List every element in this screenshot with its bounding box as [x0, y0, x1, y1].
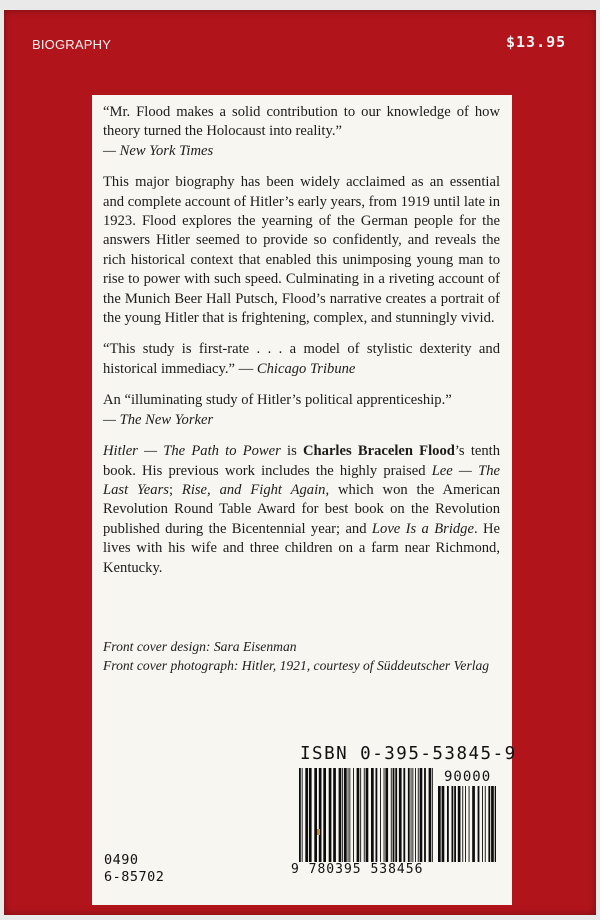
barcode-bar [482, 786, 483, 862]
barcode-bar [395, 768, 397, 862]
barcode-bar [432, 768, 433, 862]
addon-barcode [437, 786, 497, 862]
quote-source: — The New Yorker [103, 411, 214, 428]
blurb-text [103, 103, 500, 588]
author-name: Charles Bracelen Flood [303, 443, 455, 460]
barcode-bar [408, 768, 410, 862]
barcode-bar [391, 768, 392, 862]
quote-new-york-times [103, 103, 500, 142]
barcode-bar [485, 786, 486, 862]
barcode-bar [399, 768, 402, 862]
barcode-bar [411, 768, 412, 862]
book-description: This major biography has been widely acclaimed as an essential and complete account of Hitler’s early years, from 1919 until late in 1923. Flood explores the yearning of the German people for the answers Hitler seemed to provide so confidently, and reveals the rich historical context that enabled this unimposing young man to rise to power with such speed. Culminating in a riveting account of the Munich Beer Hall Putsch, Flood’s narrative creates a portrait of the young Hitler that is frightening, complex, and stunningly vivid. [103, 174, 500, 327]
isbn-number: ISBN 0-395-53845-9 [300, 744, 517, 764]
quote-text: “This study is first-rate . . . a model of stylistic dexterity and historical immediacy.” — [103, 341, 500, 377]
barcode-bar [349, 768, 350, 862]
barcode-bar [333, 768, 336, 862]
quote-text: “Mr. Flood makes a solid contribution to our knowledge of how theory turned the Holocaust into reality.” [103, 104, 500, 140]
barcode-bar [403, 768, 405, 862]
barcode-bar [424, 768, 426, 862]
barcode-bar [342, 768, 343, 862]
barcode-bar [305, 768, 308, 862]
barcode-bar [309, 768, 312, 862]
bio-text: is [280, 443, 303, 460]
cover-photo-credit: Front cover photograph: Hitler, 1921, courtesy of Süddeutscher Verlag [103, 657, 490, 673]
barcode-bar [393, 768, 395, 862]
barcode-bar [360, 768, 361, 862]
barcode-bar [364, 768, 365, 862]
barcode-bar [366, 768, 369, 862]
barcode-bar [329, 768, 332, 862]
barcode-bar [380, 768, 381, 862]
bio-text: ’s tenth book. His previous work includes the highly praised [103, 443, 501, 479]
barcode-bar [454, 786, 456, 862]
cover-design-credit: Front cover design: Sara Eisenman [103, 639, 297, 654]
barcode-bar [458, 786, 461, 862]
barcode-bar [491, 786, 494, 862]
quote-chicago-tribune [103, 340, 500, 379]
previous-book-title: Rise, and Fight Again [181, 481, 326, 498]
ean-digits: 9 780395 538456 [291, 862, 424, 877]
barcode-bar [452, 786, 454, 862]
barcode-bar [412, 768, 413, 862]
barcode-bar [302, 768, 303, 862]
barcode-bar [385, 768, 388, 862]
price-code: 90000 [444, 769, 492, 785]
barcode-bar [438, 786, 441, 862]
barcode-bar [353, 768, 354, 862]
barcode-bar [420, 768, 423, 862]
barcode-bar [415, 768, 416, 862]
quote-source: Chicago Tribune [256, 360, 356, 377]
bio-text: ; [168, 481, 182, 498]
barcode-bar [429, 768, 432, 862]
barcode-bar [314, 768, 317, 862]
inventory-code [104, 852, 164, 886]
inventory-code-line: 6-85702 [104, 869, 165, 885]
print-mark [317, 829, 320, 835]
barcode-bar [319, 768, 322, 862]
author-bio [103, 442, 500, 578]
price-sticker: $13.95 [506, 33, 567, 51]
barcode-bar [478, 786, 480, 862]
bio-text: , which won the American Revolution Round Table Award for best book on the Revolution published during the Bicentennial year; and [103, 481, 501, 537]
barcode-bar [299, 768, 301, 862]
barcode-bar [495, 786, 496, 862]
cover-credits [103, 638, 500, 675]
barcode-bar [323, 768, 326, 862]
barcode-bar [348, 768, 349, 862]
barcode-bar [469, 786, 470, 862]
previous-book-title: Lee — The Last Years [103, 462, 500, 498]
book-title: Hitler — The Path to Power [103, 443, 281, 460]
previous-book-title: Love Is a Bridge [371, 520, 474, 537]
barcode-bar [384, 768, 385, 862]
genre-label: BIOGRAPHY [32, 37, 112, 52]
barcode-bar [472, 786, 475, 862]
barcode-bar [447, 786, 449, 862]
ean-barcode [298, 768, 434, 862]
barcode-bar [339, 768, 342, 862]
inventory-code-line: 0490 [104, 852, 139, 868]
barcode-bar [376, 768, 378, 862]
barcode-bar [357, 768, 360, 862]
quote-source: — New York Times [103, 142, 214, 159]
barcode-bar [371, 768, 374, 862]
barcode-bar [418, 768, 419, 862]
quote-new-yorker [103, 391, 500, 410]
barcode-bar [442, 786, 445, 862]
barcode-bar [465, 786, 466, 862]
bio-text: . He lives with his wife and three children on a farm near Richmond, Kentucky. [103, 520, 500, 576]
barcode-bar [488, 786, 490, 862]
barcode-bar [462, 786, 463, 862]
barcode-bar [344, 768, 347, 862]
quote-text: An “illuminating study of Hitler’s political apprenticeship.” [103, 392, 452, 409]
